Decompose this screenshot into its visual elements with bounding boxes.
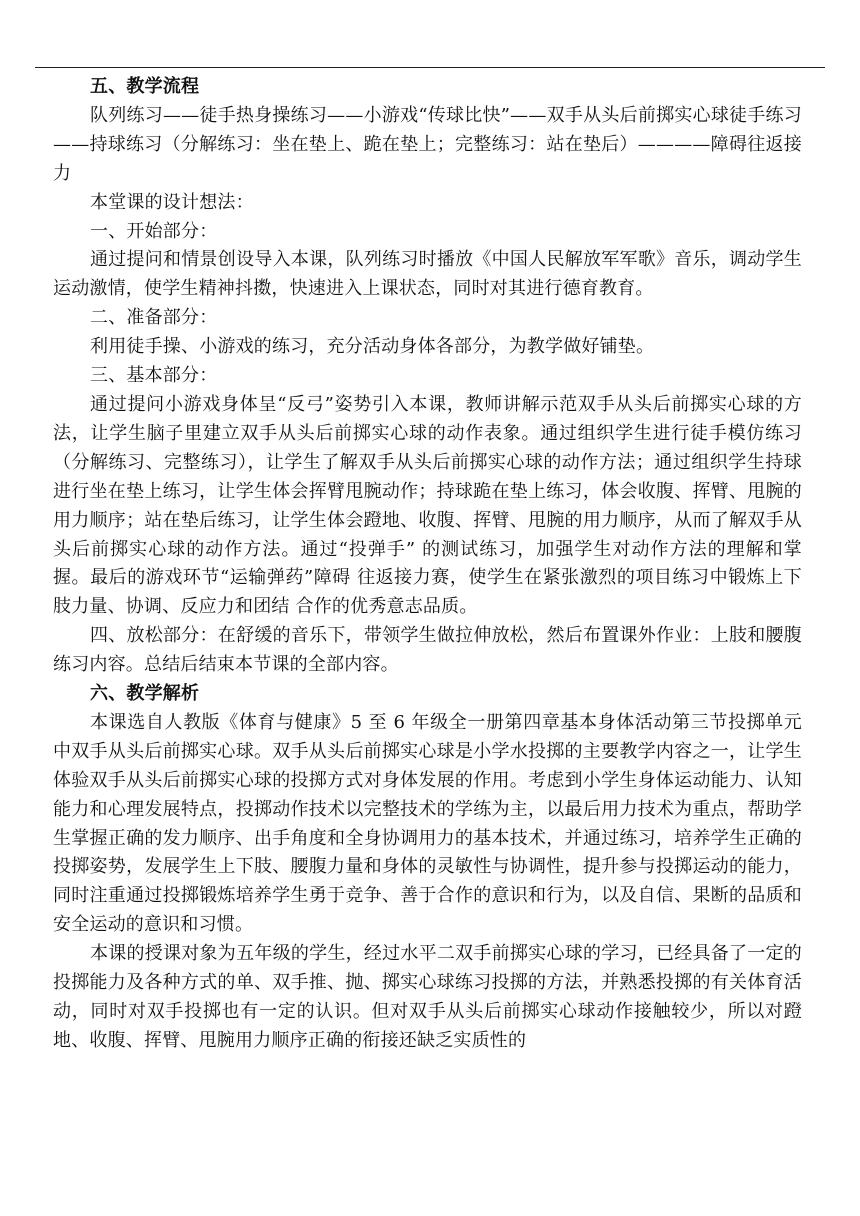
section-heading-teaching-analysis: 六、教学解析 [90, 683, 200, 705]
paragraph-process-flow: 队列练习——徒手热身操练习——小游戏“传球比快”——双手从头后前掷实心球徒手练习——持球练习（分解练习：坐在垫上、跪在垫上；完整练习：站在垫后）————障碍往返接力 [53, 104, 802, 184]
paragraph-analysis-content: 本课选自人教版《体育与健康》5 至 6 年级全一册第四章基本身体活动第三节投掷单元中双手从头后前掷实心球。双手从头后前掷实心球是小学水投掷的主要教学内容之一，让学生体验双手从头后前掷实心球的投掷方式对身体发展的作用。考虑到小学生身体运动能力、认知能力和心理发展特点，投掷动作技术以完整技术的学练为主，以最后用力技术为重点，帮助学生掌握正确的发力顺序、出手角度和全身协调用力的基本技术，并通过练习，培养学生正确的投掷姿势，发展学生上下肢、腰腹力量和身体的灵敏性与协调性，提升参与投掷运动的能力，同时注重通过投掷锻炼培养学生勇于竞争、善于合作的意识和行为，以及自信、果断的品质和安全运动的意识和习惯。 [53, 711, 802, 936]
header-rule [35, 67, 825, 68]
paragraph-design-intro: 本堂课的设计想法： [90, 191, 254, 213]
section-heading-teaching-process: 五、教学流程 [90, 76, 200, 97]
paragraph-relaxation-part: 四、放松部分：在舒缓的音乐下，带领学生做拉伸放松，然后布置课外作业：上肢和腰腹练习内容。总结后结束本节课的全部内容。 [53, 625, 802, 676]
paragraph-analysis-students: 本课的授课对象为五年级的学生，经过水平二双手前掷实心球的学习，已经具备了一定的投掷能力及各种方式的单、双手推、抛、掷实心球练习投掷的方法，并熟悉投掷的有关体育活动，同时对双手投掷也有一定的认识。但对双手从头后前掷实心球动作接触较少，所以对蹬地、收腹、挥臂、甩腕用力顺序正确的衔接还缺乏实质性的 [53, 943, 802, 1051]
paragraph-opening-part: 通过提问和情景创设导入本课，队列练习时播放《中国人民解放军军歌》音乐，调动学生运动激情，使学生精神抖擞，快速进入上课状态，同时对其进行德育教育。 [53, 249, 802, 300]
document-body [53, 73, 802, 1056]
paragraph-basic-part: 通过提问小游戏身体呈“反弓”姿势引入本课，教师讲解示范双手从头后前掷实心球的方法，让学生脑子里建立双手从头后前掷实心球的动作表象。通过组织学生进行徒手模仿练习（分解练习、完整练习），让学生了解双手从头后前掷实心球的动作方法；通过组织学生持球进行坐在垫上练习，让学生体会挥臂甩腕动作；持球跪在垫上练习，体会收腹、挥臂、甩腕的用力顺序；站在垫后练习，让学生体会蹬地、收腹、挥臂、甩腕的用力顺序，从而了解双手从头后前掷实心球的动作方法。通过“投弹手” 的测试练习，加强学生对动作方法的理解和掌握。最后的游戏环节“运输弹药”障碍 往返接力赛，使学生在紧张激烈的项目练习中锻炼上下肢力量、协调、反应力和团结 合作的优秀意志品质。 [53, 393, 802, 618]
subheading-opening-part: 一、开始部分： [90, 220, 218, 242]
paragraph-preparation-part: 利用徒手操、小游戏的练习，充分活动身体各部分，为教学做好铺垫。 [90, 336, 655, 358]
subheading-basic-part: 三、基本部分： [90, 365, 218, 387]
subheading-preparation-part: 二、准备部分： [90, 307, 218, 329]
